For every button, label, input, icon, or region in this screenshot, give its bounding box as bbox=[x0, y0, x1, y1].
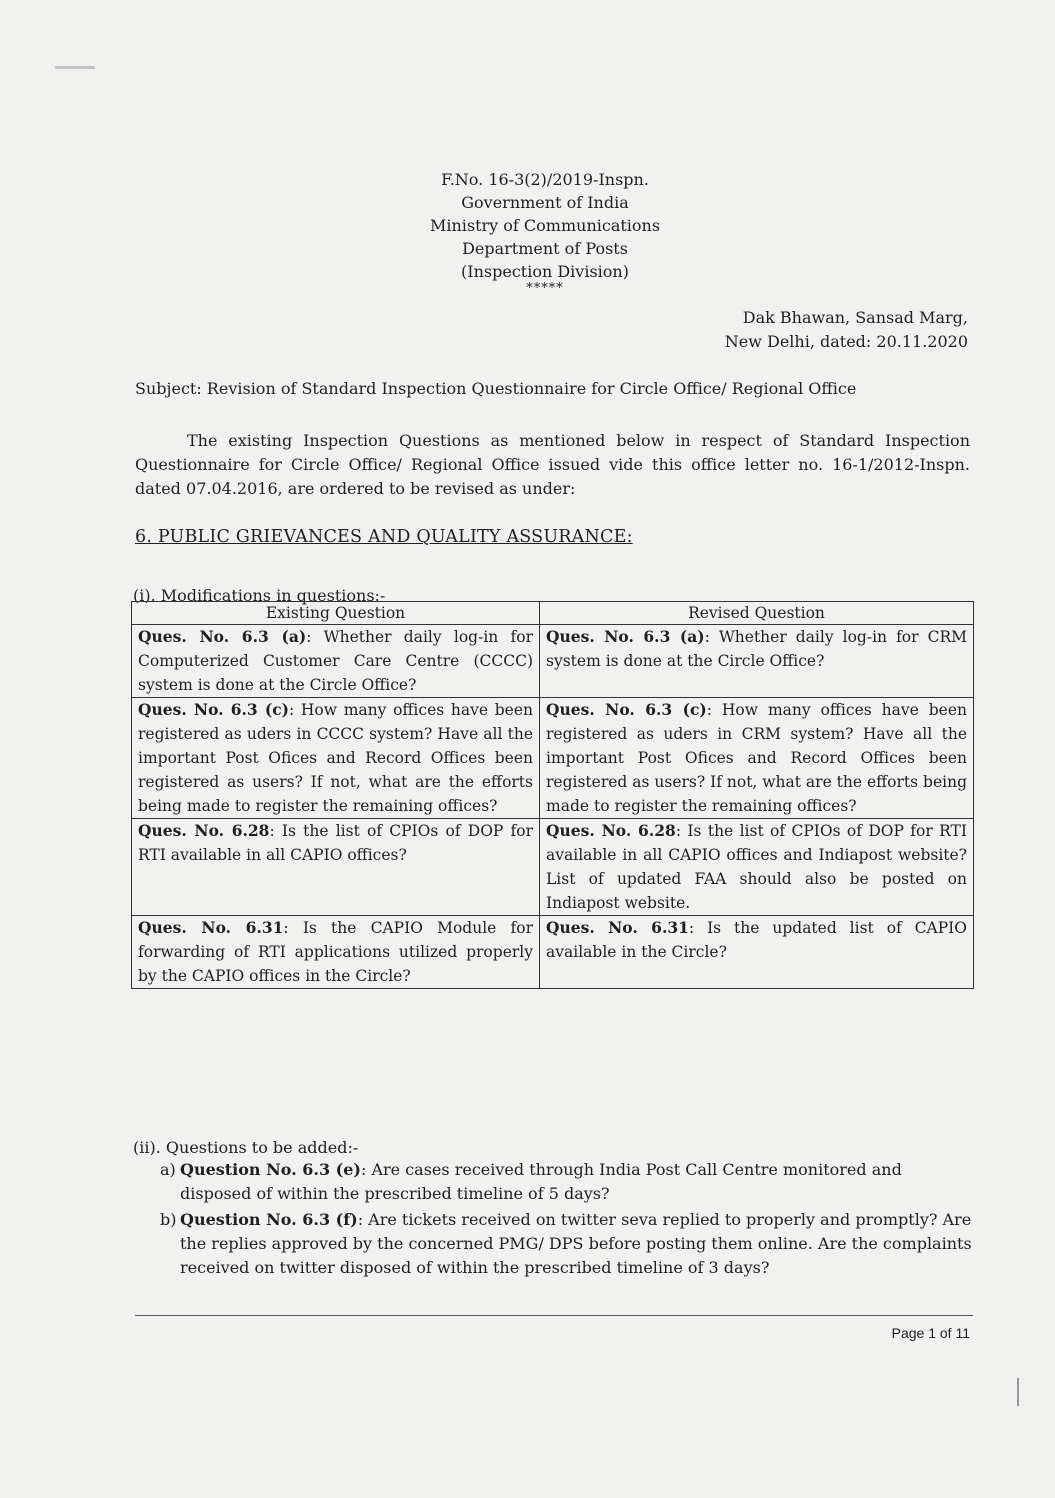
question-number: Ques. No. 6.3 (c) bbox=[138, 700, 289, 719]
additions-list bbox=[160, 1158, 975, 1282]
table-header-row bbox=[132, 602, 974, 625]
existing-question-cell bbox=[132, 625, 540, 698]
table-row bbox=[132, 625, 974, 698]
government-line: Government of India bbox=[461, 193, 629, 212]
revised-question-cell bbox=[540, 916, 974, 989]
letter-header bbox=[300, 168, 790, 295]
item-text bbox=[180, 1158, 975, 1206]
department-line: Department of Posts bbox=[462, 239, 628, 258]
table-row bbox=[132, 916, 974, 989]
date-line: New Delhi, dated: 20.11.2020 bbox=[724, 332, 968, 351]
question-number: Ques. No. 6.3 (c) bbox=[546, 700, 707, 719]
revised-question-header: Revised Question bbox=[540, 602, 974, 625]
question-number: Ques. No. 6.31 bbox=[138, 918, 284, 937]
scan-mark bbox=[55, 66, 95, 69]
revised-question-cell bbox=[540, 625, 974, 698]
questions-table bbox=[131, 601, 974, 989]
separator-stars: ***** bbox=[526, 281, 564, 296]
table-row bbox=[132, 819, 974, 916]
revised-question-cell bbox=[540, 819, 974, 916]
question-number: Ques. No. 6.31 bbox=[546, 918, 689, 937]
question-number: Ques. No. 6.28 bbox=[546, 821, 676, 840]
question-number: Ques. No. 6.3 (a) bbox=[138, 627, 307, 646]
question-text: : Are cases received through India Post Call Centre monitored and disposed of within the prescribed timeline of 5 days? bbox=[180, 1160, 902, 1203]
question-text: : Is the updated list of CAPIO available in the Circle? bbox=[546, 919, 967, 961]
question-text: : How many offices have been registered as uders in CRM system? Have all the important Post Ofices and Record Offices been registered as users? If not, what are the efforts being made to register the remaining offices? bbox=[546, 701, 967, 815]
ministry-line: Ministry of Communications bbox=[429, 216, 661, 235]
existing-question-cell bbox=[132, 916, 540, 989]
file-number: F.No. 16-3(2)/2019-Inspn. bbox=[441, 170, 649, 189]
question-number: Ques. No. 6.28 bbox=[138, 821, 270, 840]
list-item bbox=[160, 1208, 975, 1280]
question-text: : How many offices have been registered as uders in CCCC system? Have all the important Post Ofices and Record Offices been registered as users? If not, what are the efforts being made to register the remaining offices? bbox=[138, 701, 533, 815]
intro-paragraph: The existing Inspection Questions as mentioned below in respect of Standard Inspection Questionnaire for Circle Office/ Regional Office issued vide this office letter no. 16-1/2012-Inspn. dated 07.04.2016, are ordered to be revised as under: bbox=[135, 431, 970, 498]
page-number: Page 1 of 11 bbox=[891, 1325, 970, 1341]
question-number: Question No. 6.3 (f) bbox=[180, 1210, 358, 1229]
scan-mark bbox=[1017, 1378, 1019, 1406]
question-text: : Whether daily log-in for CRM system is done at the Circle Office? bbox=[546, 628, 967, 670]
question-text: : Are tickets received on twitter seva replied to properly and promptly? Are the replies approved by the concerned PMG/ DPS before posting them online. Are the complaints received on twitter disposed of within the prescribed timeline of 3 days? bbox=[180, 1210, 972, 1277]
item-letter: b) bbox=[160, 1210, 177, 1229]
question-text: : Whether daily log-in for Computerized Customer Care Centre (CCCC) system is done at the Circle Office? bbox=[138, 628, 533, 694]
existing-question-header: Existing Question bbox=[132, 602, 540, 625]
revised-question-cell bbox=[540, 698, 974, 819]
modifications-heading: (i). Modifications in questions:- bbox=[133, 586, 386, 605]
division-line: (Inspection Division) bbox=[461, 262, 629, 281]
section-heading: 6. PUBLIC GRIEVANCES AND QUALITY ASSURANCE: bbox=[135, 527, 633, 547]
footer-divider bbox=[135, 1315, 973, 1316]
list-item bbox=[160, 1158, 975, 1206]
subject-line: Subject: Revision of Standard Inspection Questionnaire for Circle Office/ Regional Office bbox=[135, 379, 857, 398]
place-and-date bbox=[725, 306, 968, 354]
existing-question-cell bbox=[132, 698, 540, 819]
address-line: Dak Bhawan, Sansad Marg, bbox=[742, 308, 968, 327]
question-text: : Is the list of CPIOs of DOP for RTI available in all CAPIO offices and Indiapost website? List of updated FAA should also be posted on Indiapost website. bbox=[546, 822, 967, 912]
existing-question-cell bbox=[132, 819, 540, 916]
question-text: : Is the CAPIO Module for forwarding of RTI applications utilized properly by the CAPIO offices in the Circle? bbox=[138, 919, 533, 985]
question-text: : Is the list of CPIOs of DOP for RTI available in all CAPIO offices? bbox=[138, 822, 533, 864]
question-number: Question No. 6.3 (e) bbox=[180, 1160, 361, 1179]
item-letter: a) bbox=[160, 1160, 176, 1179]
question-number: Ques. No. 6.3 (a) bbox=[546, 627, 705, 646]
table-row bbox=[132, 698, 974, 819]
item-text bbox=[180, 1208, 975, 1280]
additions-heading: (ii). Questions to be added:- bbox=[133, 1138, 359, 1157]
